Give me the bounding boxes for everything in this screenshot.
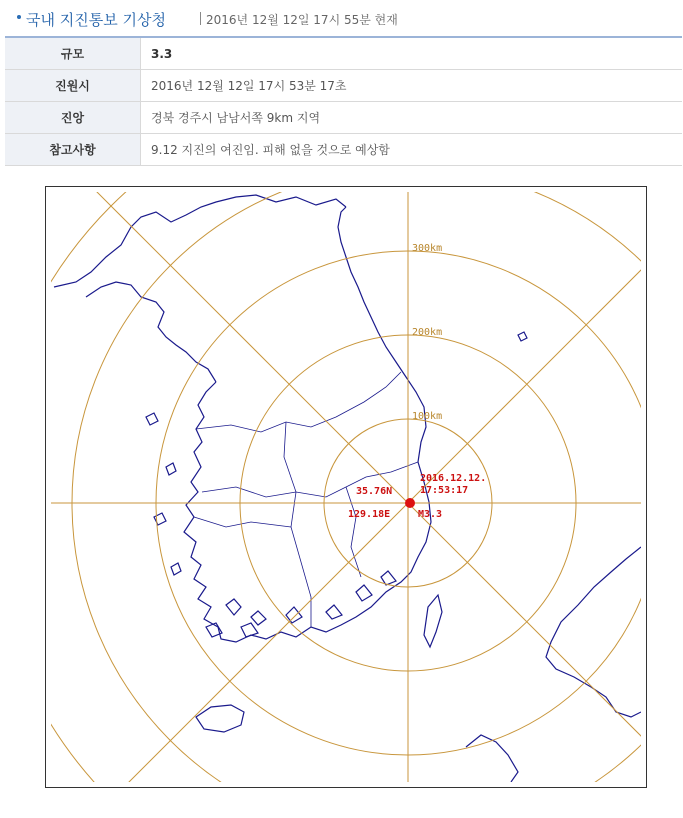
title-org: 기상청 <box>122 11 166 29</box>
row-label-notes: 참고사항 <box>5 134 141 166</box>
earthquake-info-table <box>5 36 682 166</box>
table-row <box>5 134 682 166</box>
latitude-label: 35.76N <box>356 486 393 497</box>
coastline <box>54 195 641 782</box>
header-timestamp: 2016년 12월 12일 17시 55분 현재 <box>206 13 398 27</box>
row-label-origin-time: 진원시 <box>5 70 141 102</box>
row-label-magnitude: 규모 <box>5 37 141 70</box>
page-title <box>26 9 166 30</box>
row-value-notes: 9.12 지진의 여진임. 피해 없을 것으로 예상함 <box>141 134 683 166</box>
header-divider <box>200 12 201 25</box>
table-row <box>5 37 682 70</box>
page-header <box>0 0 683 36</box>
row-value-epicenter: 경북 경주시 남남서쪽 9km 지역 <box>141 102 683 134</box>
epicenter-marker <box>405 498 415 508</box>
epicenter-map <box>45 186 647 788</box>
map-svg <box>46 187 646 787</box>
ring-label-300km: 300km <box>412 243 443 254</box>
date-label: 2016.12.12. <box>420 473 487 484</box>
title-main: 국내 지진통보 <box>26 11 118 29</box>
longitude-label: 129.18E <box>348 509 391 520</box>
row-label-epicenter: 진앙 <box>5 102 141 134</box>
bullet-icon <box>17 15 21 19</box>
row-value-magnitude: 3.3 <box>141 37 683 70</box>
row-value-origin-time: 2016년 12월 12일 17시 53분 17초 <box>141 70 683 102</box>
table-row <box>5 102 682 134</box>
ring-label-200km: 200km <box>412 327 443 338</box>
time-label: 17:53:17 <box>420 485 469 496</box>
table-row <box>5 70 682 102</box>
ring-label-100km: 100km <box>412 411 443 422</box>
magnitude-label: M3.3 <box>418 509 443 520</box>
